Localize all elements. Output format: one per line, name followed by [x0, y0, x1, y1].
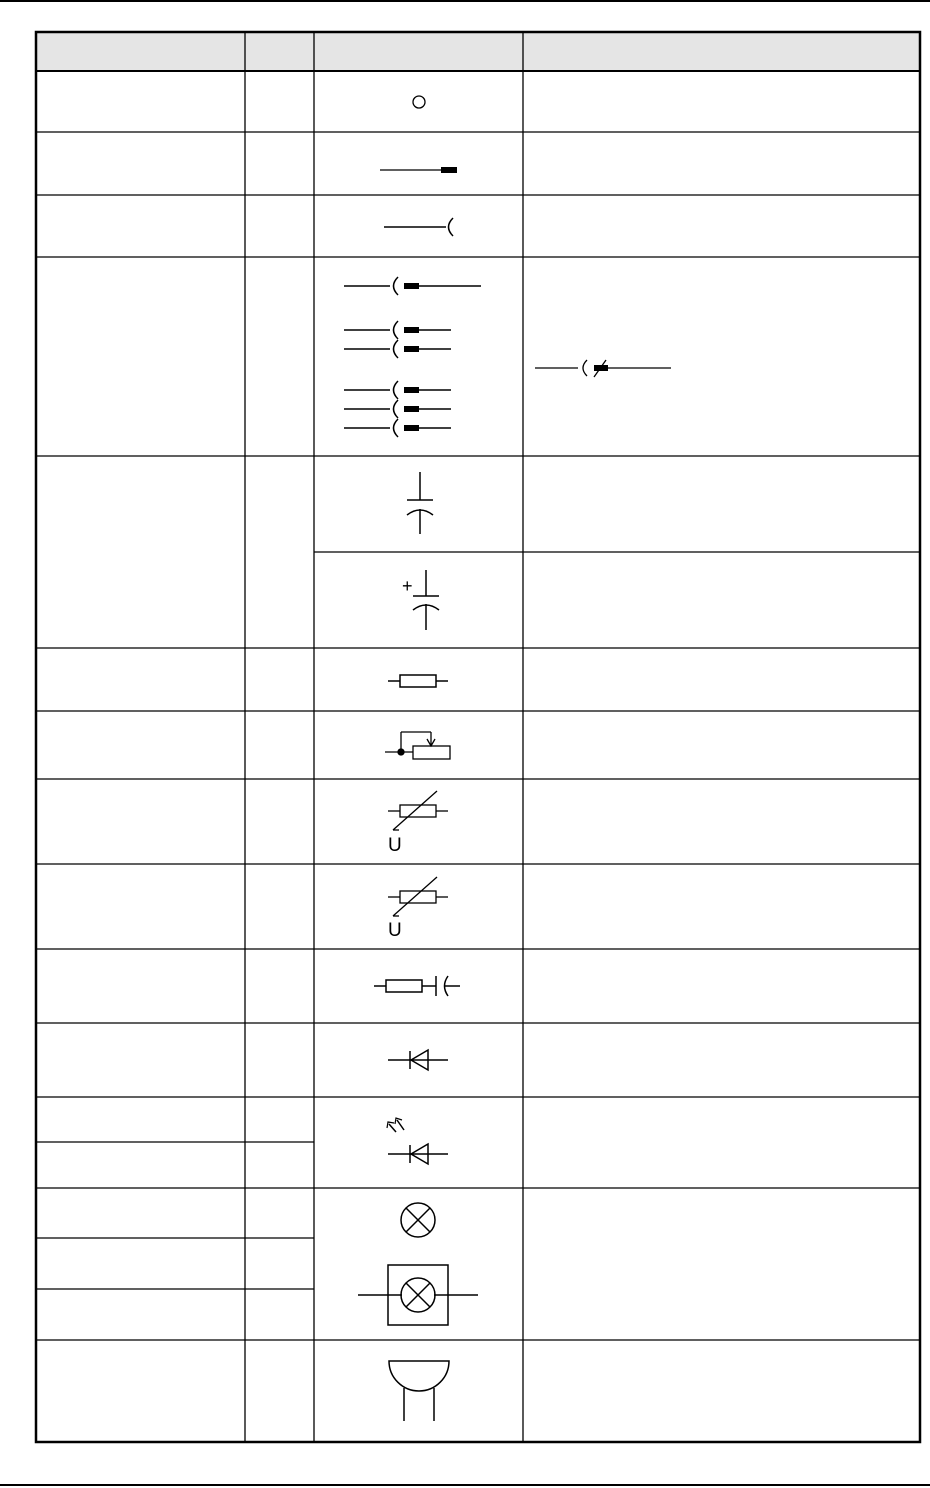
connection-point-icon	[413, 96, 425, 108]
table-grid	[36, 32, 920, 1442]
half-disc-component-icon	[389, 1361, 449, 1421]
polarized-capacitor-icon	[402, 570, 439, 630]
vdr-label: U	[388, 835, 402, 856]
voltage-dependent-resistor-icon	[388, 791, 448, 856]
light-emitting-diode-icon	[387, 1118, 448, 1164]
plug-and-socket-group-icon	[344, 277, 481, 437]
diode-icon	[388, 1050, 448, 1070]
polarity-label: +	[402, 576, 413, 596]
bottom-rule	[0, 1484, 930, 1486]
plug-pin-icon	[380, 167, 457, 173]
potentiometer-icon	[385, 732, 450, 759]
resistor-icon	[388, 675, 448, 687]
capacitor-icon	[407, 472, 433, 534]
table-header	[36, 32, 920, 71]
boxed-lamp-icon	[358, 1265, 478, 1325]
adjustable-connector-icon	[535, 360, 671, 377]
lamp-icon	[401, 1203, 435, 1237]
vdr-label: U	[388, 920, 402, 941]
voltage-dependent-resistor-icon	[388, 877, 448, 941]
rc-element-icon	[374, 976, 460, 996]
socket-icon	[384, 218, 453, 236]
